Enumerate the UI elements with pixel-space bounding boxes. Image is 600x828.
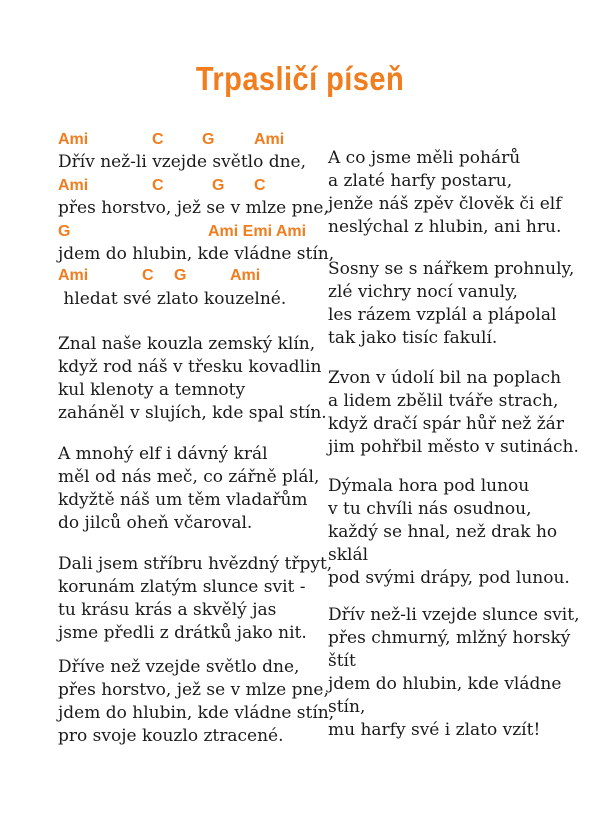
chord: G	[212, 177, 225, 194]
lyric-line: měl od nás meč, co zářně plál,	[58, 467, 320, 487]
lyric-line: jenže náš zpěv člověk či elf	[328, 194, 562, 214]
lyric-line: pod svými drápy, pod lunou.	[328, 568, 570, 588]
lyric-line: les rázem vzplál a plápolal	[328, 305, 557, 325]
lyric-line: kul klenoty a temnoty	[58, 380, 246, 400]
lyric-line: jim pohřbil město v sutinách.	[328, 437, 579, 457]
lyric-line: do jilců oheň včaroval.	[58, 513, 253, 533]
chord: Ami	[230, 267, 261, 284]
chord: Ami	[58, 131, 89, 148]
chord: G	[202, 131, 215, 148]
lyric-line: když dračí spár hůř než žár	[328, 414, 564, 434]
lyric-line: jdem do hlubin, kde vládne stín,	[58, 244, 335, 264]
chord: G	[58, 223, 71, 240]
lyric-line: pro svoje kouzlo ztracené.	[58, 726, 284, 746]
lyric-line: hledat své zlato kouzelné.	[58, 289, 287, 309]
lyric-line: mu harfy své i zlato vzít!	[328, 720, 541, 740]
lyric-line: každý se hnal, než drak ho	[328, 522, 558, 542]
lyric-line: štít	[328, 651, 356, 671]
lyric-line: Dříve než vzejde světlo dne,	[58, 657, 300, 677]
lyric-line: jdem do hlubin, kde vládne stín,	[58, 703, 335, 723]
chord: G	[174, 267, 187, 284]
lyric-line: jdem do hlubin, kde vládne	[328, 674, 562, 694]
page-title: Trpasličí píseň	[195, 60, 405, 97]
lyric-line: Znal naše kouzla zemský klín,	[58, 334, 316, 354]
chord: C	[254, 177, 266, 194]
lyric-line: v tu chvíli nás osudnou,	[328, 499, 532, 519]
lyric-line: Sosny se s nářkem prohnuly,	[328, 259, 575, 279]
lyric-line: Dřív než-li vzejde světlo dne,	[58, 152, 307, 172]
lyric-line: sklál	[328, 545, 369, 565]
lyric-line: Dali jsem stříbru hvězdný třpyt,	[58, 554, 333, 574]
lyric-line: A mnohý elf i dávný král	[58, 444, 268, 464]
chord: C	[152, 131, 164, 148]
lyric-line: přes chmurný, mlžný horský	[328, 628, 571, 648]
lyric-line: stín,	[328, 697, 366, 717]
lyric-line: korunám zlatým slunce svit -	[58, 577, 306, 597]
lyric-line: jsme předli z drátků jako nit.	[58, 623, 307, 643]
lyric-line: a zlaté harfy postaru,	[328, 171, 513, 191]
lyric-line: Dřív než-li vzejde slunce svit,	[328, 605, 580, 625]
chord: C	[142, 267, 154, 284]
chord: Ami	[58, 267, 89, 284]
lyric-line: neslýchal z hlubin, ani hru.	[328, 217, 562, 237]
lyric-line: Dýmala hora pod lunou	[328, 476, 530, 496]
lyric-line: Zvon v údolí bil na poplach	[328, 368, 562, 388]
chord: Ami Emi Ami	[208, 223, 307, 240]
lyric-line: tak jako tisíc fakulí.	[328, 328, 498, 348]
lyric-line: přes horstvo, jež se v mlze pne,	[58, 198, 329, 218]
lyric-line: A co jsme měli pohárů	[328, 148, 521, 168]
chord: Ami	[58, 177, 89, 194]
chord: C	[152, 177, 164, 194]
lyric-line: a lidem zbělil tváře strach,	[328, 391, 559, 411]
lyric-line: zlé vichry nocí vanuly,	[328, 282, 518, 302]
lyric-line: kdyžtě náš um těm vladařům	[58, 490, 308, 510]
chord: Ami	[254, 131, 285, 148]
lyric-line: když rod náš v třesku kovadlin	[58, 357, 322, 377]
lyric-line: zaháněl v slujích, kde spal stín.	[58, 403, 327, 423]
lyric-line: tu krásu krás a skvělý jas	[58, 600, 277, 620]
lyric-line: přes horstvo, jež se v mlze pne,	[58, 680, 329, 700]
